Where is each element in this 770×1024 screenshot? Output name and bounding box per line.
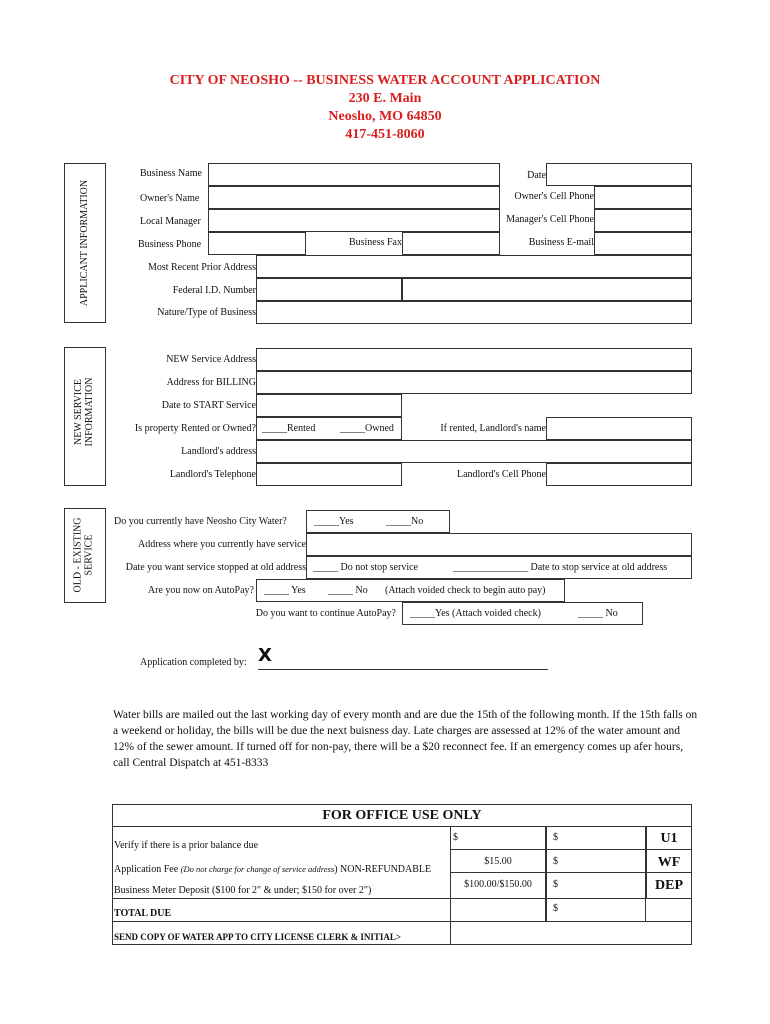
- code-wf: WF: [657, 855, 681, 870]
- landlord-phone-label: Landlord's Telephone: [169, 469, 256, 480]
- landlord-name-input[interactable]: [546, 417, 692, 440]
- header-address-line1: 230 E. Main: [348, 91, 422, 106]
- landlord-cell-input[interactable]: [546, 463, 692, 486]
- office-dollar-column: [546, 826, 646, 922]
- total-due-dollar[interactable]: $: [553, 903, 558, 914]
- owned-option[interactable]: _____Owned: [340, 423, 394, 434]
- prior-balance-label: Verify if there is a prior balance due: [114, 840, 259, 851]
- do-not-stop-option[interactable]: _____ Do not stop service: [313, 562, 418, 573]
- autopay-note: (Attach voided check to begin auto pay): [385, 585, 546, 596]
- code-dep: DEP: [655, 878, 683, 893]
- header-phone: 417-451-8060: [345, 127, 425, 142]
- office-amount-column: [450, 826, 546, 922]
- rented-option[interactable]: _____Rented: [262, 423, 316, 434]
- signature-line[interactable]: [258, 669, 548, 670]
- business-fax-input[interactable]: [402, 232, 500, 255]
- nature-type-input[interactable]: [256, 301, 692, 324]
- business-email-input[interactable]: [594, 232, 692, 255]
- business-phone-input[interactable]: [208, 232, 306, 255]
- continue-autopay-no[interactable]: _____ No: [578, 608, 618, 619]
- prior-address-input[interactable]: [256, 255, 692, 278]
- current-address-label: Address where you currently have service: [138, 539, 306, 550]
- office-row-line-4: [112, 921, 692, 922]
- application-fee-dollar[interactable]: $: [553, 856, 558, 867]
- landlord-phone-input[interactable]: [256, 463, 402, 486]
- prior-address-label: Most Recent Prior Address: [147, 262, 256, 273]
- landlord-address-input[interactable]: [256, 440, 692, 463]
- prior-balance-dollar[interactable]: $: [553, 832, 558, 843]
- send-copy-divider: [450, 921, 451, 944]
- business-phone-label: Business Phone: [138, 239, 202, 250]
- code-u1: U1: [660, 831, 678, 846]
- continue-autopay-yes[interactable]: _____Yes (Attach voided check): [410, 608, 541, 619]
- federal-id-input[interactable]: [256, 278, 402, 301]
- have-water-no[interactable]: _____No: [386, 516, 424, 527]
- total-due-label: TOTAL DUE: [114, 908, 172, 919]
- managers-cell-label: Manager's Cell Phone: [506, 214, 594, 225]
- current-address-input[interactable]: [306, 533, 692, 556]
- autopay-no[interactable]: _____ No: [328, 585, 368, 596]
- meter-deposit-dollar[interactable]: $: [553, 879, 558, 890]
- owners-name-input[interactable]: [208, 186, 500, 209]
- form-title: CITY OF NEOSHO -- BUSINESS WATER ACCOUNT APPLICATION: [169, 73, 601, 88]
- office-row-line-3: [112, 898, 692, 899]
- start-date-label: Date to START Service: [161, 400, 256, 411]
- business-email-label: Business E-mail: [528, 237, 594, 248]
- local-manager-label: Local Manager: [140, 216, 201, 227]
- applicant-section-label: APPLICANT INFORMATION: [79, 179, 90, 307]
- new-service-section-label: NEW SERVICE INFORMATION: [73, 377, 95, 447]
- rented-question-label: Is property Rented or Owned?: [134, 423, 256, 434]
- office-row-line-1: [450, 849, 692, 850]
- date-input[interactable]: [546, 163, 692, 186]
- application-fee-amount: $15.00: [484, 856, 512, 867]
- application-fee-label: Application Fee (Do not charge for change of service address) NON-REFUNDABLE: [114, 864, 432, 875]
- autopay-yes[interactable]: _____ Yes: [264, 585, 306, 596]
- meter-deposit-label: Business Meter Deposit ($100 for 2" & under; $150 for over 2"): [114, 885, 372, 896]
- prior-balance-amount[interactable]: $: [453, 832, 458, 843]
- stop-date-input[interactable]: _______________ Date to stop service at old address: [453, 562, 668, 573]
- service-address-input[interactable]: [256, 348, 692, 371]
- header-address-line2: Neosho, MO 64850: [328, 109, 442, 124]
- landlord-address-label: Landlord's address: [181, 446, 256, 457]
- have-water-yes[interactable]: _____Yes: [314, 516, 354, 527]
- continue-autopay-question: Do you want to continue AutoPay?: [255, 608, 396, 619]
- managers-cell-input[interactable]: [594, 209, 692, 232]
- meter-deposit-amount: $100.00/$150.00: [464, 879, 532, 890]
- business-name-input[interactable]: [208, 163, 500, 186]
- owners-cell-input[interactable]: [594, 186, 692, 209]
- nature-type-label: Nature/Type of Business: [157, 307, 256, 318]
- business-fax-label: Business Fax: [348, 237, 402, 248]
- old-service-section-label: OLD - EXISTING SERVICE: [72, 517, 95, 593]
- federal-id-label: Federal I.D. Number: [172, 285, 256, 296]
- billing-address-label: Address for BILLING: [166, 377, 256, 388]
- stop-date-question: Date you want service stopped at old address: [125, 562, 306, 573]
- local-manager-input[interactable]: [208, 209, 500, 232]
- landlord-cell-label: Landlord's Cell Phone: [456, 469, 546, 480]
- office-use-title: FOR OFFICE USE ONLY: [322, 808, 482, 823]
- service-address-label: NEW Service Address: [166, 354, 256, 365]
- have-water-label: Do you currently have Neosho City Water?: [114, 516, 287, 527]
- signature-mark-icon: X: [258, 645, 272, 666]
- owners-cell-label: Owner's Cell Phone: [514, 191, 594, 202]
- completed-by-label: Application completed by:: [140, 657, 247, 668]
- owners-name-label: Owner's Name: [140, 193, 200, 204]
- send-copy-label: SEND COPY OF WATER APP TO CITY LICENSE CLERK & INITIAL>: [114, 932, 402, 942]
- business-name-label: Business Name: [140, 168, 202, 179]
- autopay-question: Are you now on AutoPay?: [147, 585, 254, 596]
- start-date-input[interactable]: [256, 394, 402, 417]
- billing-notice: Water bills are mailed out the last working day of every month and are due the 15th of the following month. If the 15th falls on a weekend or holiday, the bills will be due the next buisness day. Late charges are assessed at 12% of the water amount and 12% of the sewer amount. If turned off for non-pay, there will be a $20 reconnect fee. If an emergency comes up afer hours, call Central Dispatch at 451-8333: [113, 709, 698, 769]
- office-row-line-2: [450, 872, 692, 873]
- federal-id-extra-cell: [402, 278, 692, 301]
- date-label: Date: [527, 170, 546, 181]
- billing-address-input[interactable]: [256, 371, 692, 394]
- landlord-name-label: If rented, Landlord's name: [440, 423, 546, 434]
